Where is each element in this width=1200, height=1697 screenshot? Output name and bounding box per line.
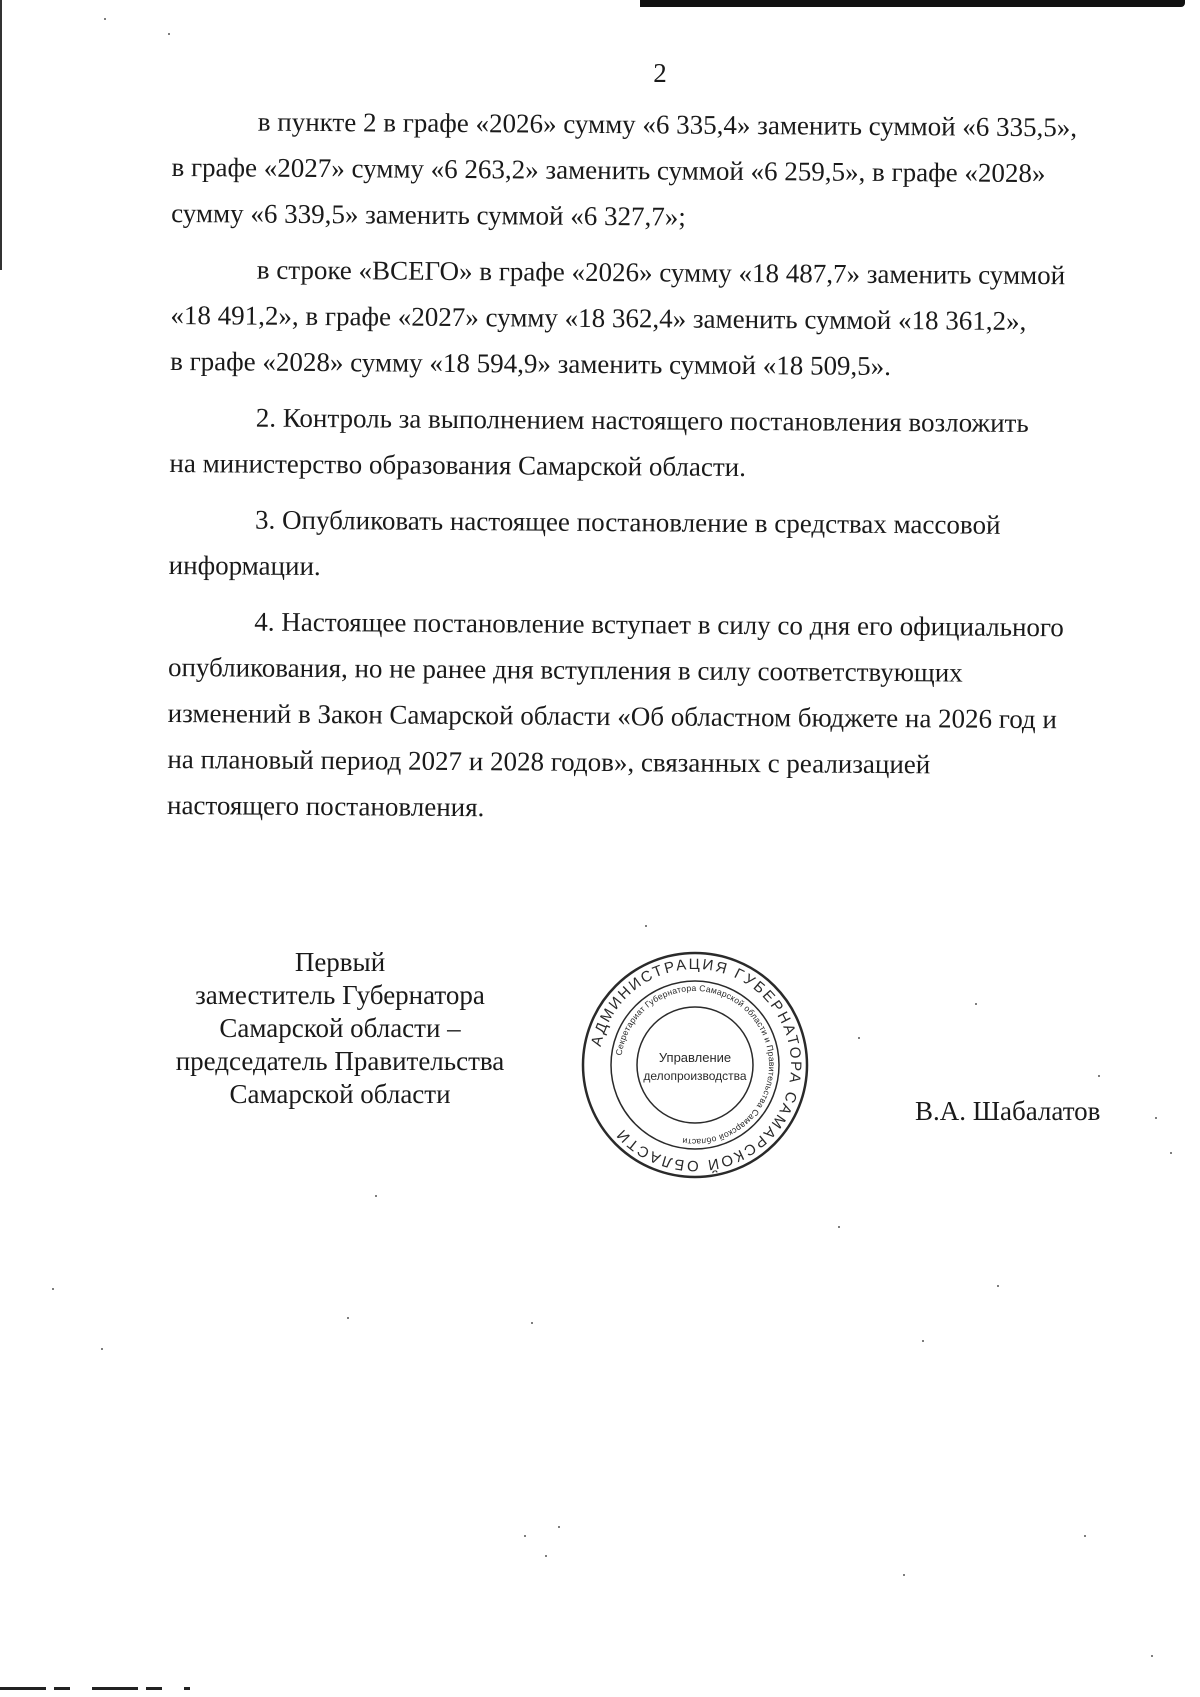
scan-speck — [347, 1317, 349, 1319]
signatory-position-line: Первый — [294, 947, 386, 977]
seal-center-line-2: делопроизводства — [643, 1069, 747, 1083]
signatory-position-line: Самарской области – — [219, 1013, 461, 1043]
body-line: информации. — [168, 549, 321, 582]
body-line: сумму «6 339,5» заменить суммой «6 327,7»; — [171, 197, 686, 232]
signatory-name: В.А. Шабалатов — [915, 1096, 1101, 1126]
body-line: в графе «2028» сумму «18 594,9» заменить суммой «18 509,5». — [170, 345, 892, 382]
scan-speck — [1170, 1152, 1172, 1154]
scan-speck — [838, 1226, 840, 1228]
scan-speck — [558, 1526, 560, 1528]
body-line: «18 491,2», в графе «2027» сумму «18 362,4» заменить суммой «18 361,2», — [170, 299, 1027, 336]
scan-speck — [975, 1003, 977, 1005]
scan-speck — [645, 925, 647, 927]
scan-speck — [168, 33, 170, 35]
body-line: 4. Настоящее постановление вступает в силу со дня его официального — [254, 606, 1064, 643]
body-line: 2. Контроль за выполнением настоящего постановления возложить — [255, 402, 1029, 438]
scan-speck — [1155, 1117, 1157, 1119]
body-line: на плановый период 2027 и 2028 годов», связанных с реализацией — [167, 743, 931, 780]
body-line: в графе «2027» сумму «6 263,2» заменить суммой «6 259,5», в графе «2028» — [171, 151, 1046, 189]
scan-speck — [1084, 1535, 1086, 1537]
scan-speck — [1151, 1655, 1153, 1657]
body-line: на министерство образования Самарской области. — [169, 447, 747, 483]
scan-speck — [104, 18, 106, 20]
seal-outer-text: АДМИНИСТРАЦИЯ ГУБЕРНАТОРА САМАРСКОЙ ОБЛАСТИ — [587, 955, 805, 1175]
document-body — [167, 98, 1122, 835]
scan-speck — [375, 1195, 377, 1197]
scan-speck — [52, 1288, 54, 1290]
scan-speck — [858, 1037, 860, 1039]
signatory-position-line: заместитель Губернатора — [195, 980, 485, 1010]
scan-top-edge — [640, 0, 1185, 7]
page-number: 2 — [653, 58, 667, 88]
body-line: настоящего постановления. — [166, 789, 485, 823]
seal-center-line-1: Управление — [658, 1050, 732, 1065]
scan-speck — [531, 1322, 533, 1324]
scan-speck — [903, 1574, 905, 1576]
seal-inner-text: Секретариат Губернатора Самарской области и Правительства Самарской области — [613, 982, 778, 1148]
signatory-position-line: председатель Правительства — [175, 1046, 505, 1076]
signatory-position — [150, 946, 530, 1111]
signatory-position-line: Самарской области — [229, 1079, 451, 1109]
body-line: в пункте 2 в графе «2026» сумму «6 335,4» заменить суммой «6 335,5», — [257, 106, 1078, 143]
scan-speck — [101, 1348, 103, 1350]
body-line: в строке «ВСЕГО» в графе «2026» сумму «18 487,7» заменить суммой — [256, 254, 1066, 291]
scan-speck — [524, 1535, 526, 1537]
body-line: 3. Опубликовать настоящее постановление в средствах массовой — [254, 504, 1001, 540]
official-seal — [578, 948, 812, 1182]
scan-left-edge — [0, 0, 2, 270]
scan-speck — [997, 1285, 999, 1287]
scan-bottom-edge — [0, 1687, 190, 1690]
scan-speck — [545, 1555, 547, 1557]
body-line: изменений в Закон Самарской области «Об областном бюджете на 2026 год и — [167, 697, 1058, 735]
scan-speck — [922, 1340, 924, 1342]
body-line: опубликования, но не ранее дня вступления в силу соответствующих — [167, 651, 963, 688]
scan-speck — [1098, 1075, 1100, 1077]
